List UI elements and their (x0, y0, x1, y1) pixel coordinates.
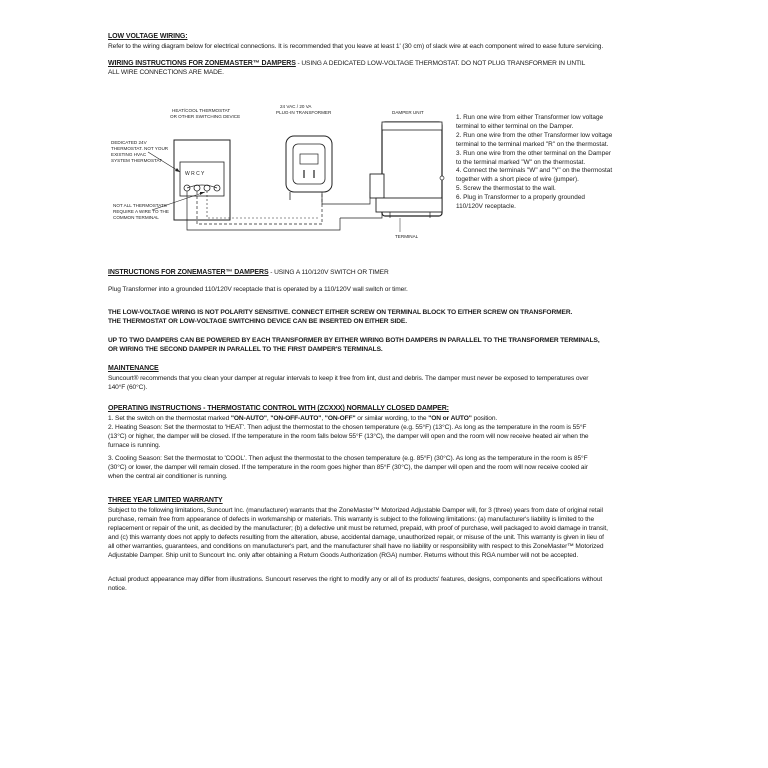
warranty-line: Subject to the following limitations, Suncourt Inc. (manufacturer) warrants that the ZoneMaster™ Motorized Adjustable Damper will, for 3 (three) years from date of original retail (108, 507, 603, 514)
maintenance-heading: MAINTENANCE (108, 365, 159, 372)
step-line: terminal to either terminal on the Damper. (456, 122, 574, 130)
low-voltage-text: Refer to the wiring diagram below for electrical connections. It is recommended that you leave at least 1' (30 cm) of slack wire at each component wired to ease future servicing. (108, 43, 604, 50)
operating-line3: (13°C) or higher, the damper will be closed. If the temperature in the room falls below 55°F (13°C), the damper will open and the room will now receive heated air when the (108, 433, 589, 440)
warranty-line: and (c) this warranty does not apply to defects resulting from the alteration, abuse, accidental damage, unauthorized repair, or misuse of the unit. This warranty is given in lieu of (108, 534, 604, 541)
step-line: 1. Run one wire from either Transformer low voltage (456, 114, 604, 121)
dedicated-label-3: EXISTING HVAC (111, 152, 147, 157)
switch-instructions-body: Plug Transformer into a grounded 110/120V receptacle that is operated by a 110/120V wall switch or timer. (108, 286, 408, 293)
step-line: terminal to the terminal marked "R" on the thermostat. (456, 140, 609, 148)
warranty-line: Adjustable Damper. Ship unit to Suncourt Inc. only after obtaining a Return Goods Authorization (RGA) number. Returns without this RGA number will not be accepted. (108, 552, 579, 559)
step-line: 3. Run one wire from the other terminal on the Damper (456, 149, 611, 157)
op-l1-b: "ON-AUTO" (230, 415, 267, 422)
step-line: 2. Run one wire from the other Transformer low voltage (456, 131, 613, 139)
operating-line7: when the central air conditioner is running. (108, 473, 228, 480)
disclaimer-line1: Actual product appearance may differ from illustrations. Suncourt reserves the right to modify any or all of its products' features, designs, components and specifications without (108, 576, 603, 583)
step-line: 4. Connect the terminals "W" and "Y" on the thermostat (456, 167, 613, 175)
polarity-line1: THE LOW-VOLTAGE WIRING IS NOT POLARITY SENSITIVE. CONNECT EITHER SCREW ON TERMINAL BLOCK TO EITHER SCREW ON TRANSFORMER. (108, 309, 573, 316)
dedicated-label-1: DEDICATED 24V (111, 140, 147, 145)
dedicated-label-4: SYSTEM THERMOSTAT (111, 158, 163, 163)
transformer (286, 136, 332, 200)
terminal-letters: W R C Y (185, 171, 205, 177)
two-dampers-line2: OR WIRING THE SECOND DAMPER IN PARALLEL TO THE FIRST DAMPER'S TERMINALS. (108, 346, 383, 353)
switch-instructions-text: - USING A 110/120V SWITCH OR TIMER (268, 269, 389, 276)
damper-label: DAMPER UNIT (392, 110, 424, 115)
wiring-thermostat-heading: WIRING INSTRUCTIONS FOR ZONEMASTER™ DAMPERS (108, 60, 296, 67)
step-line: 5. Screw the thermostat to the wall. (456, 185, 556, 193)
step-line: together with a short piece of wire (jumper). (456, 176, 579, 184)
operating-heading: OPERATING INSTRUCTIONS - THERMOSTATIC CONTROL WITH (ZCXXX) NORMALLY CLOSED DAMPER: (108, 405, 449, 412)
op-l1-g: or similar wording, to the (355, 415, 429, 422)
operating-line2: 2. Heating Season: Set the thermostat to 'HEAT'. Then adjust the thermostat to the chosen temperature (e.g. 55°F) (13°C). As long as the temperature in the room is 55°F (108, 424, 587, 431)
operating-line5: 3. Cooling Season: Set the thermostat to 'COOL'. Then adjust the thermostat to the chosen temperature (e.g. 85°F) (30°C). As long as the temperature in the room is 85°F (108, 455, 588, 462)
warranty-line: purchase, remain free from appearance of defects in workmanship or materials. This warranty is subject to the following limitations: (a) manufacturer's liability is limited to the (108, 516, 595, 523)
transformer-label-2: PLUG-IN TRANSFORMER (276, 110, 332, 115)
op-l1-i: position. (471, 415, 498, 422)
step-line: 6. Plug in Transformer to a properly grounded (456, 194, 585, 202)
low-voltage-heading: LOW VOLTAGE WIRING: (108, 33, 188, 40)
op-l1-e: , (321, 415, 325, 422)
wiring-diagram (100, 100, 450, 250)
step-line: to the terminal marked "W" on the thermostat. (456, 158, 586, 166)
dedicated-label-2: THERMOSTAT. NOT YOUR (111, 146, 169, 151)
note-label-1: NOT ALL THERMOSTATS (113, 203, 167, 208)
op-l1-a: 1. Set the switch on the thermostat marked (108, 415, 231, 422)
switch-instructions-heading: INSTRUCTIONS FOR ZONEMASTER™ DAMPERS (108, 269, 269, 276)
warranty-line: all other warranties, guarantees, and conditions on manufacturer's part, and the manufacturer shall have no liability or responsibility with respect to this ZoneMaster™ Motorized (108, 543, 604, 550)
step-line: 110/120V receptacle. (456, 203, 516, 211)
wiring-thermostat-text: - USING A DEDICATED LOW-VOLTAGE THERMOSTAT. DO NOT PLUG TRANSFORMER IN UNTIL (295, 60, 586, 67)
op-l1-d: "ON-OFF-AUTO" (270, 415, 322, 422)
wiring-thermostat-line1 (108, 59, 585, 68)
switch-instructions-line (108, 268, 389, 277)
terminal-label: TERMINAL (395, 234, 419, 239)
transformer-label-1: 24 VAC / 20 VA (280, 104, 312, 109)
two-dampers-line1: UP TO TWO DAMPERS CAN BE POWERED BY EACH TRANSFORMER BY EITHER WIRING BOTH DAMPERS IN PARALLEL TO THE TRANSFORMER TERMINALS, (108, 337, 600, 344)
operating-line1 (108, 414, 497, 423)
damper-unit (370, 122, 444, 218)
disclaimer-line2: notice. (108, 585, 127, 592)
op-l1-c: , (266, 415, 271, 422)
polarity-line2: THE THERMOSTAT OR LOW-VOLTAGE SWITCHING DEVICE CAN BE INSERTED ON EITHER SIDE. (108, 318, 407, 325)
maintenance-line2: 140°F (60°C). (108, 384, 148, 391)
operating-line4: furnace is running. (108, 442, 161, 449)
operating-line6: (30°C) or lower, the damper will remain closed. If the temperature in the room goes higher than 85°F (30°C), the damper will open and the room will now receive cooled air (108, 464, 588, 471)
wiring-thermostat-line2: ALL WIRE CONNECTIONS ARE MADE. (108, 69, 224, 76)
maintenance-line1: Suncourt® recommends that you clean your damper at regular intervals to keep it free from lint, dust and debris. The damper must never be exposed to temperatures over (108, 375, 589, 382)
note-label-3: COMMON TERMINAL (113, 215, 159, 220)
thermostat-label-2: OR OTHER SWITCHING DEVICE (170, 114, 241, 119)
op-l1-h: "ON or AUTO" (428, 415, 472, 422)
thermostat-label-1: HEAT/COOL THERMOSTAT (172, 108, 231, 113)
warranty-line: replacement or repair of the unit, as decided by the manufacturer; (b) a defective unit must be returned, prepaid, with proof of purchase, well packaged to avoid damage in transit, (108, 525, 608, 532)
warranty-heading: THREE YEAR LIMITED WARRANTY (108, 497, 223, 504)
op-l1-f: "ON-OFF" (324, 415, 356, 422)
note-label-2: REQUIRE A WIRE TO THE (113, 209, 169, 214)
wiring-steps (456, 114, 612, 212)
